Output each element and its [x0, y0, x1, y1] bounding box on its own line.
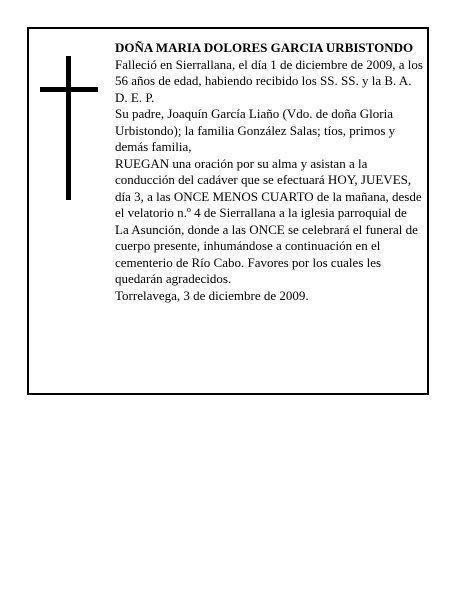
- deceased-name: DOÑA MARIA DOLORES GARCIA URBISTONDO: [115, 40, 414, 55]
- cross-vertical-bar: [66, 56, 71, 200]
- cross-icon: [40, 56, 98, 200]
- family-mourners: Su padre, Joaquín García Liaño (Vdo. de doña Gloria Urbistondo); la familia González Salas; tíos, primos y demás familia,: [115, 106, 396, 154]
- rest-in-peace: D. E. P.: [115, 89, 155, 105]
- funeral-request: RUEGAN una oración por su alma y asistan a la conducción del cadáver que se efectuará HOY, JUEVES, día 3, a las ONCE MENOS CUARTO de la mañana, desde el velatorio n.º 4 de Sierrallana a la iglesia parroquial de La Asunción, donde a las ONCE se celebrará el funeral de cuerpo presente, inhumándose a continuación en el cementerio de Río Cabo. Favores por los cuales les quedarán agradecidos.: [115, 155, 422, 286]
- place-date: Torrelavega, 3 de diciembre de 2009.: [115, 287, 309, 303]
- notice-text: [115, 40, 423, 304]
- death-announcement: Falleció en Sierrallana, el día 1 de diciembre de 2009, a los 56 años de edad, habiendo recibido los SS. SS. y la B. A.: [115, 56, 423, 88]
- obituary-notice: [27, 27, 429, 395]
- cross-horizontal-bar: [40, 87, 98, 92]
